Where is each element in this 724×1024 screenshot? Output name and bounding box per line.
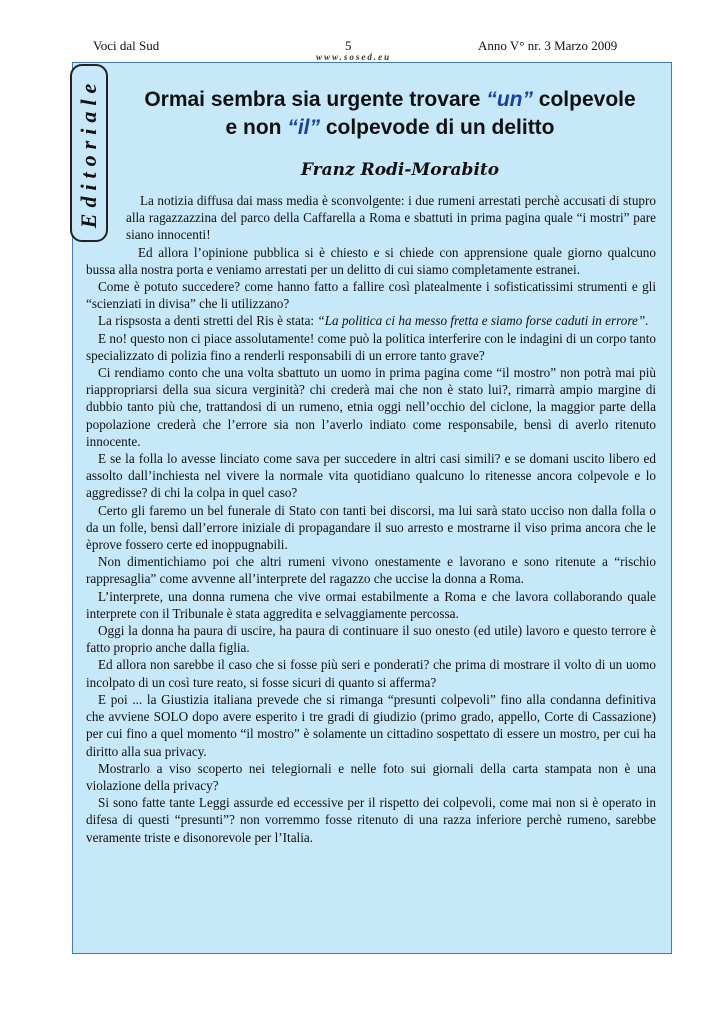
section-tab-label: Editoriale [76, 77, 101, 229]
header-publication: Voci dal Sud [93, 38, 160, 53]
paragraph: La notizia diffusa dai mass media è sconvolgente: i due rumeni arrestati perchè accusati di stupro alla ragazzazzina del parco della Caffarella a Roma e sbattuti in prima pagina quale “i mostri” pare siano innocenti! [126, 193, 656, 243]
article-body [86, 192, 656, 846]
paragraph: E poi ... la Giustizia italiana prevede che si rimanga “presunti colpevoli” fino alla condanna definitiva che avviene SOLO dopo avere esperito i tre gradi di giudizio (primo grado, appello, Corte di Cassazione) per cui fino a quel momento “il mostro” è solamente un cittadino sospettato di essere un mostro, per cui ha diritto alla sua privacy. [86, 691, 656, 759]
paragraph: Non dimentichiamo poi che altri rumeni vivono onestamente e lavorano e sono ritenute a “rischio rappresaglia” come avvenne all’interprete del ragazzo che uccise la donna a Roma. [86, 554, 656, 587]
title-line1-b: colpevole [532, 88, 636, 111]
paragraph: Oggi la donna ha paura di uscire, ha paura di continuare il suo onesto (ed utile) lavoro e questo terrore è fatto proprio anche dalla figlia. [86, 623, 656, 656]
paragraph: L’interprete, una donna rumena che vive ormai estabilmente a Roma e che lavora collaborando quale interprete con il Tribunale è stata aggredita e selvaggiamente percossa. [86, 588, 656, 621]
title-line2-b: colpevode di un delitto [320, 116, 555, 139]
paragraph: Ed allora l’opinione pubblica si è chiesto e si chiede con apprensione quale giorno qualcuno bussa alla nostra porta e veniamo arrestati per un delitto di cui siamo completamente estranei. [86, 244, 656, 277]
paragraph: Certo gli faremo un bel funerale di Stato con tanti bei discorsi, ma lui sarà stato ucciso non dalla folla o da un folle, bensì dall’errore iniziale di propagandare il suo arresto e mostrarne il viso prima ancora che le èprove fossero certe ed inoppugnabili. [86, 502, 656, 553]
article-author: Franz Rodi-Morabito [300, 160, 500, 180]
paragraph: E no! questo non ci piace assolutamente! come può la politica interferire con le indagini di un corpo tanto specializzato di polizia fino a renderli responsabili di un errore tanto grave? [86, 330, 656, 363]
title-line1-a: Ormai sembra sia urgente trovare [144, 88, 487, 111]
paragraph-ris [86, 312, 656, 329]
ris-lead: La rispsosta a denti stretti del Ris è stata: [98, 313, 318, 329]
header-url: www.sosed.eu [316, 52, 392, 62]
paragraph: Mostrarlo a viso scoperto nei telegiornali e nelle foto sui giornali della carta stampata non è una violazione della privacy? [86, 760, 656, 793]
paragraph: Come è potuto succedere? come hanno fatto a fallire così platealmente i sofisticatissimi strumenti e gli “scienziati in divisa” che li utilizzano? [86, 279, 656, 312]
ris-quote: “La politica ci ha messo fretta e siamo forse caduti in errore”. [317, 313, 649, 329]
article-title [125, 86, 655, 142]
header-issue: Anno V° nr. 3 Marzo 2009 [478, 38, 618, 53]
title-line1-quote: “un” [486, 88, 533, 111]
paragraph: Ed allora non sarebbe il caso che si fosse più seri e ponderati? che prima di mostrare il volto di un uomo incolpato di un così ture reato, si fosse sicuri di quanto si afferma? [86, 657, 656, 690]
paragraph: Ci rendiamo conto che una volta sbattuto un uomo in prima pagina come “il mostro” non potrà mai più riappropriarsi della sua sicura verginità? chi crederà mai che non è stato lui?, rimarrà ampio margine di dubbio tanto più che, trattandosi di un rumeno, etnia oggi nell’occhio del ciclone, la maggior parte della popolazione crederà che l’errore sia non l’averlo indiato come responsabile, bensì di averlo ritenuto innocente. [86, 365, 656, 449]
paragraph: Si sono fatte tante Leggi assurde ed eccessive per il rispetto dei colpevoli, come mai non si è operato in difesa di questi “presunti”? non vorremmo fosse ritenuto di una razza inferiore perchè rumeno, sarebbe veramente triste e disonorevole per l’Italia. [86, 795, 656, 845]
paragraph: E se la folla lo avesse linciato come sava per succedere in altri casi simili? e se domani uscito libero ed assolto dall’inchiesta nel vivere la normale vita quotidiano qualcuno lo ritenesse ancora colpevole e lo aggredisse? di chi la colpa in quel caso? [86, 451, 656, 501]
header-page-number: 5 [345, 38, 352, 53]
title-line2-a: e non [225, 116, 288, 139]
title-line2-quote: “il” [287, 116, 320, 139]
